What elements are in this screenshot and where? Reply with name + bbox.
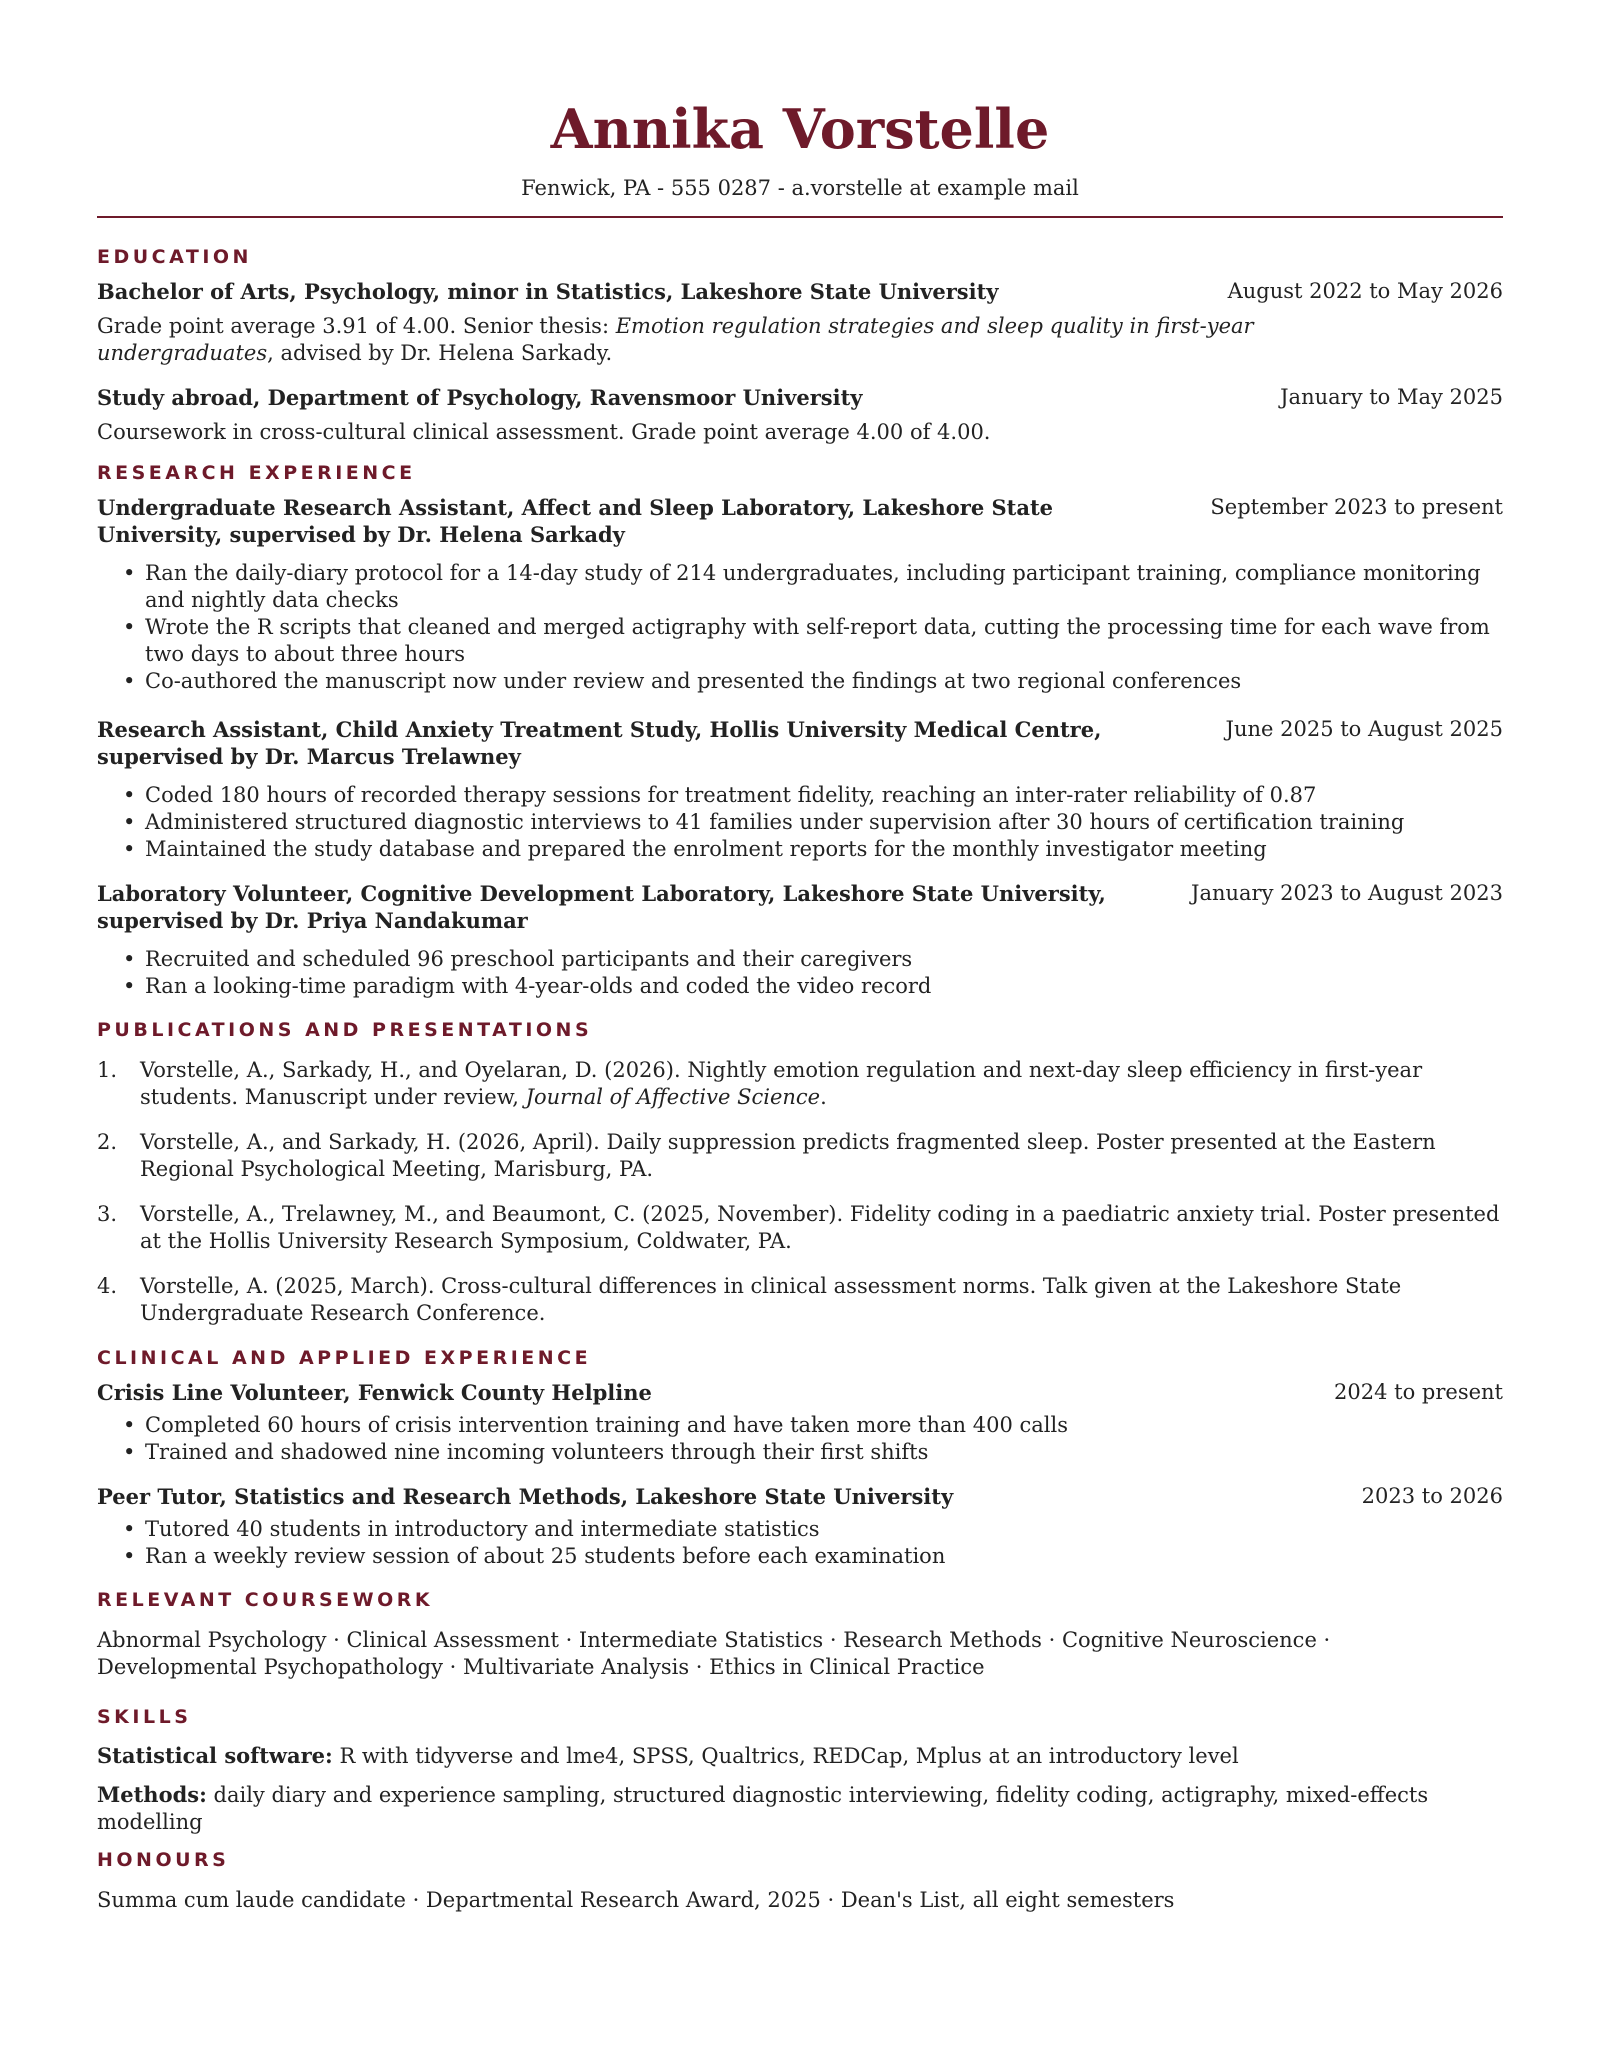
entry-header [97, 1483, 1503, 1510]
item-number: 1. [97, 1058, 118, 1082]
header-divider [97, 216, 1503, 218]
citation-text: Vorstelle, A., Sarkady, H., and Oyelaran, D. (2026). Nightly emotion regulation and next-day sleep efficiency in first-year students. Manuscript under review, [140, 1058, 1423, 1109]
citation: Vorstelle, A. (2025, March). Cross-cultural differences in clinical assessment norms. Talk given at the Lakeshore State Undergraduate Research Conference. [140, 1274, 1402, 1325]
citation: Vorstelle, A., and Sarkady, H. (2026, April). Daily suppression predicts fragmented sleep. Poster presented at the Eastern Regional Psychological Meeting, Marisburg, PA. [140, 1130, 1436, 1181]
section-title: EDUCATION [97, 246, 252, 268]
publication-item [97, 1201, 1503, 1255]
entry-date: August 2022 to May 2026 [1227, 279, 1503, 303]
publication-item [97, 1057, 1503, 1111]
section-title: RESEARCH EXPERIENCE [97, 462, 416, 484]
coursework-section [97, 1587, 1503, 1681]
clinical-entry [97, 1483, 1503, 1570]
entry-header [97, 1379, 1503, 1406]
entry-title: Research Assistant, Child Anxiety Treatment Study, Hollis University Medical Centre, supervised by Dr. Marcus Trelawney [97, 717, 1102, 769]
bullet-list [97, 1412, 1503, 1466]
entry-header [97, 494, 1503, 548]
thesis-title: Emotion regulation strategies and sleep quality in first-year undergraduates [97, 314, 1254, 365]
entry-header [97, 384, 1503, 411]
desc-text: , advised by Dr. Helena Sarkady. [267, 341, 613, 365]
item-number: 4. [97, 1274, 118, 1298]
entry-title: Bachelor of Arts, Psychology, minor in Statistics, Lakeshore State University [97, 279, 999, 304]
research-entry [97, 716, 1503, 863]
entry-title: Undergraduate Research Assistant, Affect and Sleep Laboratory, Lakeshore State University, supervised by Dr. Helena Sarkady [97, 495, 1054, 547]
education-section [97, 244, 1503, 446]
list-item: • Administered structured diagnostic interviews to 41 families under supervision after 30 hours of certification training [145, 809, 1503, 836]
section-title: PUBLICATIONS AND PRESENTATIONS [97, 1019, 593, 1041]
section-title: CLINICAL AND APPLIED EXPERIENCE [97, 1347, 592, 1369]
section-title: SKILLS [97, 1706, 192, 1728]
research-entry [97, 494, 1503, 695]
publications-section [97, 1017, 1503, 1327]
entry-title: Peer Tutor, Statistics and Research Methods, Lakeshore State University [97, 1484, 954, 1509]
skill-line [97, 1781, 1503, 1836]
list-item: • Co-authored the manuscript now under review and presented the findings at two regional conferences [145, 668, 1503, 695]
bullet-list [97, 946, 1503, 1000]
clinical-entry [97, 1379, 1503, 1466]
section-title: RELEVANT COURSEWORK [97, 1589, 434, 1611]
entry-date: January to May 2025 [1280, 385, 1503, 409]
skill-value: daily diary and experience sampling, structured diagnostic interviewing, fidelity coding, actigraphy, mixed-effects modelling [97, 1783, 1429, 1834]
skill-value: R with tidyverse and lme4, SPSS, Qualtrics, REDCap, Mplus at an introductory level [332, 1744, 1239, 1768]
entry-date: 2024 to present [1334, 1380, 1503, 1404]
list-item: • Tutored 40 students in introductory and intermediate statistics [145, 1516, 1503, 1543]
entry-header [97, 716, 1503, 770]
bullet-list [97, 560, 1503, 695]
skill-line [97, 1742, 1503, 1770]
item-number: 2. [97, 1130, 118, 1154]
entry-header [97, 880, 1503, 934]
list-item: • Trained and shadowed nine incoming volunteers through their first shifts [145, 1439, 1503, 1466]
list-item: • Ran a weekly review session of about 25 students before each examination [145, 1543, 1503, 1570]
entry-description [97, 313, 1437, 367]
entry-date: September 2023 to present [1210, 495, 1503, 519]
entry-title: Study abroad, Department of Psychology, Ravensmoor University [97, 385, 863, 410]
skills-section [97, 1704, 1503, 1836]
list-item: • Maintained the study database and prepared the enrolment reports for the monthly investigator meeting [145, 836, 1503, 863]
publication-item [97, 1129, 1503, 1183]
citation: Vorstelle, A., Trelawney, M., and Beaumont, C. (2025, November). Fidelity coding in a paediatric anxiety trial. Poster presented at the Hollis University Research Symposium, Coldwater, PA. [140, 1202, 1500, 1253]
contact-line: Fenwick, PA - 555 0287 - a.vorstelle at example mail [521, 176, 1079, 200]
list-item: • Ran the daily-diary protocol for a 14-day study of 214 undergraduates, including participant training, compliance monitoring and nightly data checks [145, 560, 1503, 614]
list-item: • Coded 180 hours of recorded therapy sessions for treatment fidelity, reaching an inter-rater reliability of 0.87 [145, 782, 1503, 809]
honours-section [97, 1847, 1503, 1914]
publication-item [97, 1273, 1503, 1327]
list-item: • Ran a looking-time paradigm with 4-year-olds and coded the video record [145, 973, 1503, 1000]
skill-label: Methods: [97, 1782, 207, 1807]
bullet-list [97, 782, 1503, 863]
citation [140, 1057, 1503, 1111]
list-item: • Recruited and scheduled 96 preschool participants and their caregivers [145, 946, 1503, 973]
entry-title: Crisis Line Volunteer, Fenwick County Helpline [97, 1380, 652, 1405]
journal-title: Journal of Affective Science [525, 1085, 821, 1109]
list-item: • Completed 60 hours of crisis intervention training and have taken more than 400 calls [145, 1412, 1503, 1439]
entry-date: January 2023 to August 2023 [1191, 881, 1503, 905]
entry-title: Laboratory Volunteer, Cognitive Development Laboratory, Lakeshore State University, supervised by Dr. Priya Nandakumar [97, 881, 1106, 933]
education-entry [97, 278, 1503, 367]
entry-description: Coursework in cross-cultural clinical assessment. Grade point average 4.00 of 4.00. [97, 420, 991, 444]
publication-list [97, 1057, 1503, 1327]
list-item: • Wrote the R scripts that cleaned and merged actigraphy with self-report data, cutting the processing time for each wave from two days to about three hours [145, 614, 1503, 668]
research-section [97, 460, 1503, 1000]
coursework-list: Abnormal Psychology · Clinical Assessment · Intermediate Statistics · Research Methods · Cognitive Neuroscience · Developmental Psychopathology · Multivariate Analysis · Ethics in Clinical Practice [97, 1628, 1331, 1679]
entry-date: 2023 to 2026 [1361, 1484, 1503, 1508]
honours-list: Summa cum laude candidate · Departmental Research Award, 2025 · Dean's List, all eight semesters [97, 1888, 1175, 1912]
education-entry [97, 384, 1503, 446]
citation-text: . [820, 1085, 827, 1109]
desc-text: Grade point average 3.91 of 4.00. Senior thesis: [97, 314, 616, 338]
candidate-name: Annika Vorstelle [550, 97, 1050, 161]
skill-label: Statistical software: [97, 1743, 333, 1768]
research-entry [97, 880, 1503, 1000]
entry-header [97, 278, 1503, 305]
clinical-section [97, 1345, 1503, 1570]
bullet-list [97, 1516, 1503, 1570]
item-number: 3. [97, 1202, 118, 1226]
section-title: HONOURS [97, 1849, 230, 1871]
entry-date: June 2025 to August 2025 [1225, 717, 1503, 741]
